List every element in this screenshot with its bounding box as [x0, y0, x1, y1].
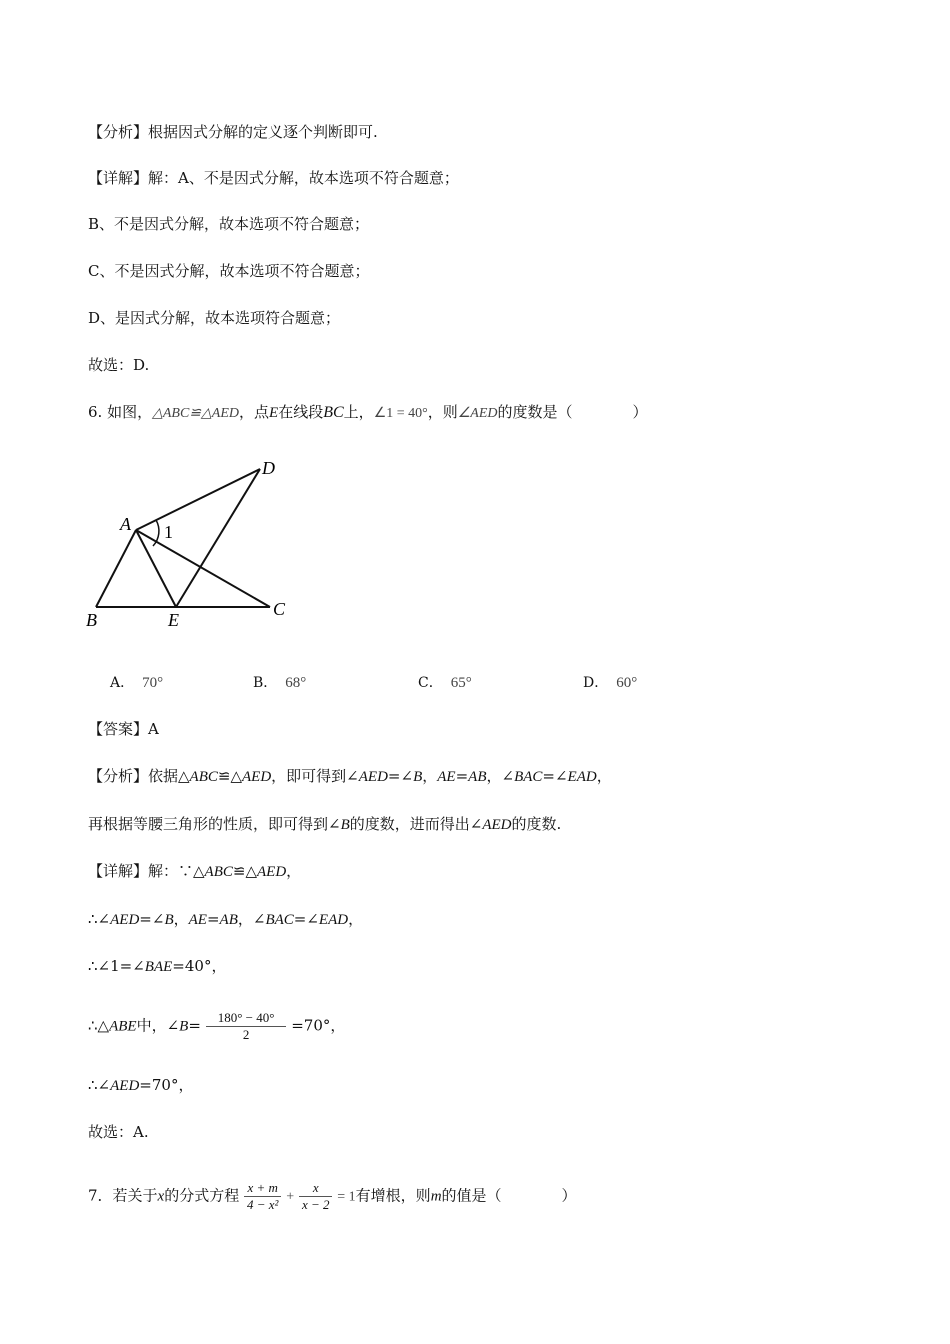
detail-line: ∴△ABE中，∠B= $\frac{180^\circ - 40^\circ}{2}$ =70°，	[88, 1010, 346, 1042]
fraction: $\frac{x}{x - 2}$	[299, 1180, 333, 1213]
option-d[interactable]: D． 60°	[583, 675, 638, 691]
question-7: 7．若关于x的分式方程 $\frac{x + m}{\text{4 − x²}}$ + $\frac{x}{x - 2}$ = 1有增根，则m的值是（ ）	[88, 1180, 577, 1212]
choice-line: 故选：D.	[88, 356, 150, 374]
detail-line: ∴∠AED=70°，	[88, 1076, 194, 1094]
detail-line: B、不是因式分解，故本选项不符合题意；	[88, 215, 370, 233]
detail-line: D、是因式分解，故本选项符合题意；	[88, 309, 341, 327]
answer-line: 【答案】A	[88, 720, 159, 738]
analysis-line: 【分析】根据因式分解的定义逐个判断即可.	[88, 123, 378, 141]
detail-line: C、不是因式分解，故本选项不符合题意；	[88, 262, 370, 280]
label-C: C	[273, 599, 286, 619]
detail-line: 【详解】解：∵△ABC≌△AED，	[88, 862, 302, 880]
analysis-line: 再根据等腰三角形的性质，即可得到∠B的度数，进而得出∠AED的度数.	[88, 815, 562, 833]
label-A: A	[120, 514, 131, 534]
label-1: 1	[164, 522, 173, 542]
analysis-line: 【分析】依据△ABC≌△AED，即可得到∠AED=∠B，AE=AB，∠BAC=∠EAD，	[88, 767, 612, 785]
triangle-figure	[80, 450, 320, 635]
question-6: 6. 如图，△ABC≌△AED，点E在线段BC上，∠1 = 40°，则∠AED的度数是（ ）	[88, 403, 648, 421]
choice-line: 故选：A.	[88, 1123, 149, 1141]
detail-line: 【详解】解：A、不是因式分解，故本选项不符合题意；	[88, 169, 459, 187]
label-D: D	[262, 458, 275, 478]
segment-AB	[96, 530, 136, 607]
fraction: $\frac{180^\circ - 40^\circ}{2}$	[206, 1010, 287, 1043]
fraction: $\frac{x + m}{\text{4 − x²}}$	[244, 1180, 281, 1213]
label-E: E	[168, 610, 179, 630]
detail-line: ∴∠AED=∠B，AE=AB，∠BAC=∠EAD，	[88, 910, 364, 928]
detail-line: ∴∠1=∠BAE=40°，	[88, 957, 227, 975]
label-B: B	[86, 610, 97, 630]
option-a[interactable]: A． 70°	[110, 675, 164, 691]
option-c[interactable]: C． 65°	[418, 675, 472, 691]
option-b[interactable]: B． 68°	[253, 675, 307, 691]
